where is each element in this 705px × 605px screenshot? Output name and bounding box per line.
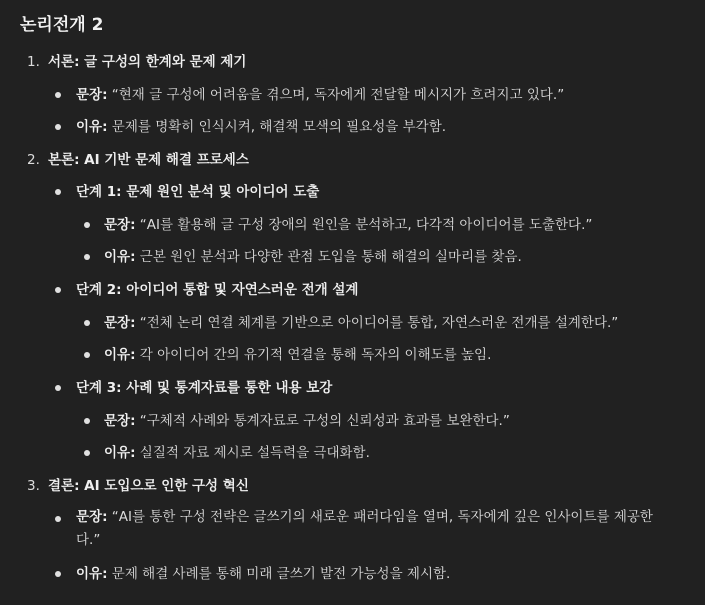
bullet-icon bbox=[84, 450, 90, 456]
section-heading: 서론: 글 구성의 한계와 문제 제기 bbox=[48, 54, 247, 70]
bullet-icon bbox=[55, 287, 61, 293]
list-item: 이유: 각 아이디어 간의 유기적 연결을 통해 독자의 이해도를 높임. bbox=[104, 347, 492, 363]
list-item: 문장: “현재 글 구성에 어려움을 겪으며, 독자에게 전달할 메시지가 흐려지고 있다.” bbox=[76, 87, 565, 103]
bullet-icon bbox=[84, 254, 90, 260]
bullet-icon bbox=[84, 222, 90, 228]
bullet-icon bbox=[55, 516, 61, 522]
bullet-icon bbox=[55, 92, 61, 98]
step-heading: 단계 2: 아이디어 통합 및 자연스러운 전개 설계 bbox=[76, 282, 359, 298]
section-number: 1. bbox=[27, 54, 40, 70]
bullet-icon bbox=[55, 571, 61, 577]
list-item: 이유: 근본 원인 분석과 다양한 관점 도입을 통해 해결의 실마리를 찾음. bbox=[104, 249, 522, 265]
list-item: 문장: “전체 논리 연결 체계를 기반으로 아이디어를 통합, 자연스러운 전개를 설계한다.” bbox=[104, 315, 619, 331]
bullet-icon bbox=[55, 385, 61, 391]
bullet-icon bbox=[55, 189, 61, 195]
bullet-icon bbox=[84, 352, 90, 358]
section-heading: 본론: AI 기반 문제 해결 프로세스 bbox=[48, 152, 249, 168]
section-number: 2. bbox=[27, 152, 40, 168]
bullet-icon bbox=[55, 124, 61, 130]
step-heading: 단계 1: 문제 원인 분석 및 아이디어 도출 bbox=[76, 184, 320, 200]
list-item: 문장: “AI를 통한 구성 전략은 글쓰기의 새로운 패러다임을 열며, 독자에게 깊은 인사이트를 제공한다.” bbox=[76, 509, 653, 548]
list-item: 문장: “구체적 사례와 통계자료로 구성의 신뢰성과 효과를 보완한다.” bbox=[104, 413, 510, 429]
section-heading: 결론: AI 도입으로 인한 구성 혁신 bbox=[48, 478, 249, 494]
section-number: 3. bbox=[27, 478, 40, 494]
page-title: 논리전개 2 bbox=[20, 15, 104, 35]
list-item: 문장: “AI를 활용해 글 구성 장애의 원인을 분석하고, 다각적 아이디어를 도출한다.” bbox=[104, 217, 593, 233]
list-item: 이유: 문제 해결 사례를 통해 미래 글쓰기 발전 가능성을 제시함. bbox=[76, 566, 451, 582]
bullet-icon bbox=[84, 418, 90, 424]
step-heading: 단계 3: 사례 및 통계자료를 통한 내용 보강 bbox=[76, 380, 333, 396]
list-item: 이유: 문제를 명확히 인식시켜, 해결책 모색의 필요성을 부각함. bbox=[76, 119, 447, 135]
list-item: 이유: 실질적 자료 제시로 설득력을 극대화함. bbox=[104, 445, 370, 461]
bullet-icon bbox=[84, 320, 90, 326]
